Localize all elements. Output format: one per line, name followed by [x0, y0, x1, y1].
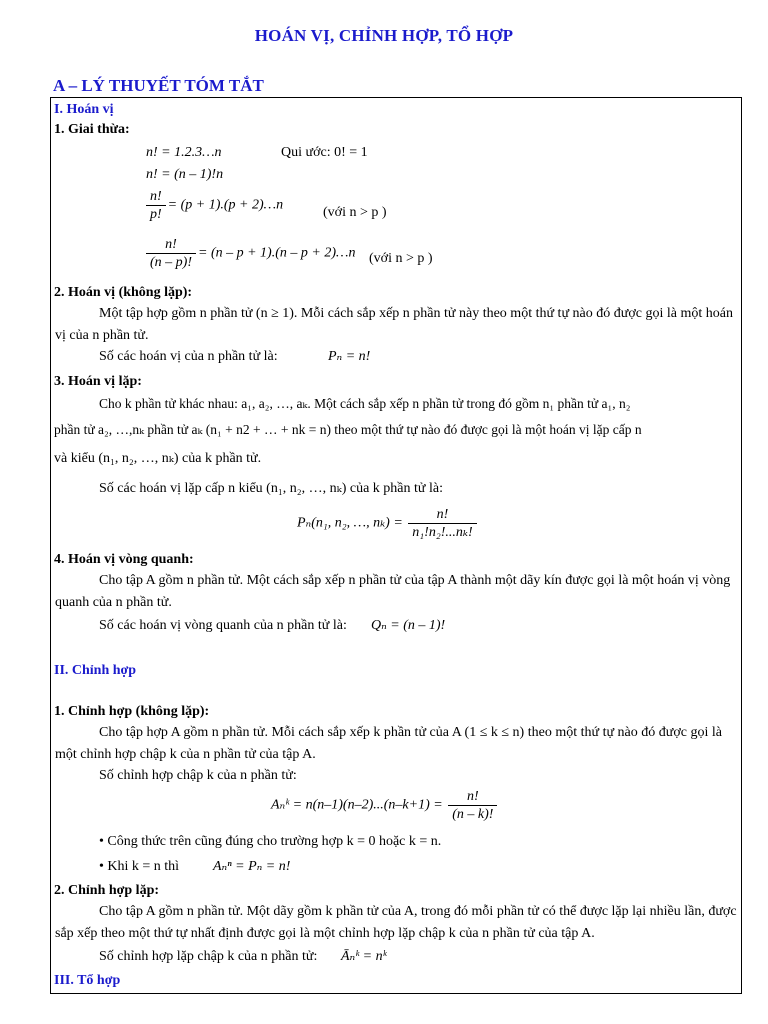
formula-arrangement-full: Aₙⁿ = Pₙ = n! [213, 859, 291, 874]
paragraph: Số các hoán vị của n phần tử là: [99, 349, 278, 364]
paragraph [55, 722, 737, 766]
paragraph [55, 303, 737, 347]
subheading-hoan-vi-lap: 3. Hoán vị lặp: [54, 374, 142, 389]
paragraph [55, 570, 737, 614]
formula-convention: Qui ước: 0! = 1 [281, 145, 368, 160]
formula-arrangement [271, 788, 499, 823]
page-title: HOÁN VỊ, CHỈNH HỢP, TỔ HỢP [254, 26, 514, 45]
heading-chinh-hop: II. Chỉnh hợp [54, 663, 137, 678]
theory-box [50, 97, 742, 994]
paragraph [55, 901, 737, 945]
paragraph: phần tử a₂, …,nₖ phần tử aₖ (n₁ + n2 + … + nk = n) theo một thứ tự nào đó được gọi là một hoán vị lặp cấp n [54, 422, 642, 437]
heading-hoan-vi: I. Hoán vị [54, 102, 114, 117]
frac-num: n! [146, 188, 166, 206]
paragraph: và kiểu (n₁, n₂, …, nₖ) của k phần tử. [54, 451, 262, 466]
paragraph: Cho k phần tử khác nhau: a₁, a₂, …, aₖ. Một cách sắp xếp n phần tử trong đó gồm n₁ phần tử a₁, n₂ [99, 396, 631, 411]
paragraph: Số chỉnh hợp chập k của n phần tử: [99, 768, 297, 783]
formula-permutation-count: Pₙ = n! [328, 349, 371, 364]
paragraph: Số các hoán vị lặp cấp n kiểu (n₁, n₂, …, nₖ) của k phần tử là: [99, 481, 443, 496]
text: Một tập hợp gồm n phần tử (n ≥ 1). Mỗi cách sắp xếp n phần tử này theo một thứ tự nào đó được gọi là một hoán vị của n phần tử. [55, 306, 733, 343]
subheading-hoan-vi-vong-quanh: 4. Hoán vị vòng quanh: [54, 552, 194, 567]
subheading-giai-thua: 1. Giai thừa: [54, 122, 130, 137]
frac-den: (n – k)! [452, 807, 494, 822]
formula-factorial-def: n! = 1.2.3…n [146, 145, 222, 160]
bullet-item: • Khi k = n thì [99, 859, 180, 874]
subheading-chinh-hop-khong-lap: 1. Chỉnh hợp (không lặp): [54, 704, 210, 719]
formula-arrangement-repetition: Āₙᵏ = nᵏ [341, 949, 387, 964]
text: Cho tập hợp A gồm n phần tử. Mỗi cách sắp xếp k phần tử của A (1 ≤ k ≤ n) theo một thứ tự nào đó được gọi là một chỉnh hợp chập k của n phần tử của tập A. [55, 725, 722, 762]
frac-num: n! [146, 236, 196, 254]
heading-to-hop: III. Tổ hợp [54, 973, 121, 988]
subheading-chinh-hop-lap: 2. Chỉnh hợp lặp: [54, 883, 160, 898]
formula-note: (với n > p ) [323, 205, 387, 220]
text: Cho tập A gồm n phần tử. Một cách sắp xếp n phần tử của tập A thành một dãy kín được gọi là một hoán vị vòng quanh của n phần tử. [55, 573, 731, 610]
frac-num: n! [408, 506, 476, 524]
text: Cho tập A gồm n phần tử. Một dãy gồm k phần tử của A, trong đó mỗi phần tử có thể được lặp lại nhiều lần, được sắp xếp theo một thứ tự nhất định được gọi là một chỉnh hợp lặp chập k của n phần tử của tập A. [55, 904, 737, 941]
formula-lhs: Pₙ(n₁, n₂, …, nₖ) = [297, 515, 403, 531]
formula-factorial-recursive: n! = (n – 1)!n [146, 167, 224, 182]
formula-lhs: Aₙᵏ = n(n–1)(n–2)...(n–k+1) = [271, 797, 443, 813]
formula-note: (với n > p ) [369, 251, 433, 266]
section-a-title: A – LÝ THUYẾT TÓM TẮT [53, 76, 264, 95]
frac-num: n! [448, 788, 497, 806]
formula-circular-count: Qₙ = (n – 1)! [371, 618, 446, 633]
frac-den: (n – p)! [150, 255, 192, 270]
frac-den: p! [150, 207, 162, 222]
paragraph: Số các hoán vị vòng quanh của n phần tử là: [99, 618, 347, 633]
formula-rhs: = (n – p + 1).(n – p + 2)…n [198, 245, 356, 261]
bullet-item: • Công thức trên cũng đúng cho trường hợp k = 0 hoặc k = n. [99, 834, 442, 849]
formula-multiset-permutation [297, 506, 479, 541]
frac-den: n₁!n₂!...nₖ! [412, 525, 473, 540]
formula-ratio-n-p [144, 236, 355, 271]
subheading-hoan-vi-khong-lap: 2. Hoán vị (không lặp): [54, 285, 193, 300]
paragraph: Số chỉnh hợp lặp chập k của n phần tử: [99, 949, 318, 964]
formula-ratio-p [144, 188, 283, 223]
formula-rhs: = (p + 1).(p + 2)…n [167, 197, 284, 213]
